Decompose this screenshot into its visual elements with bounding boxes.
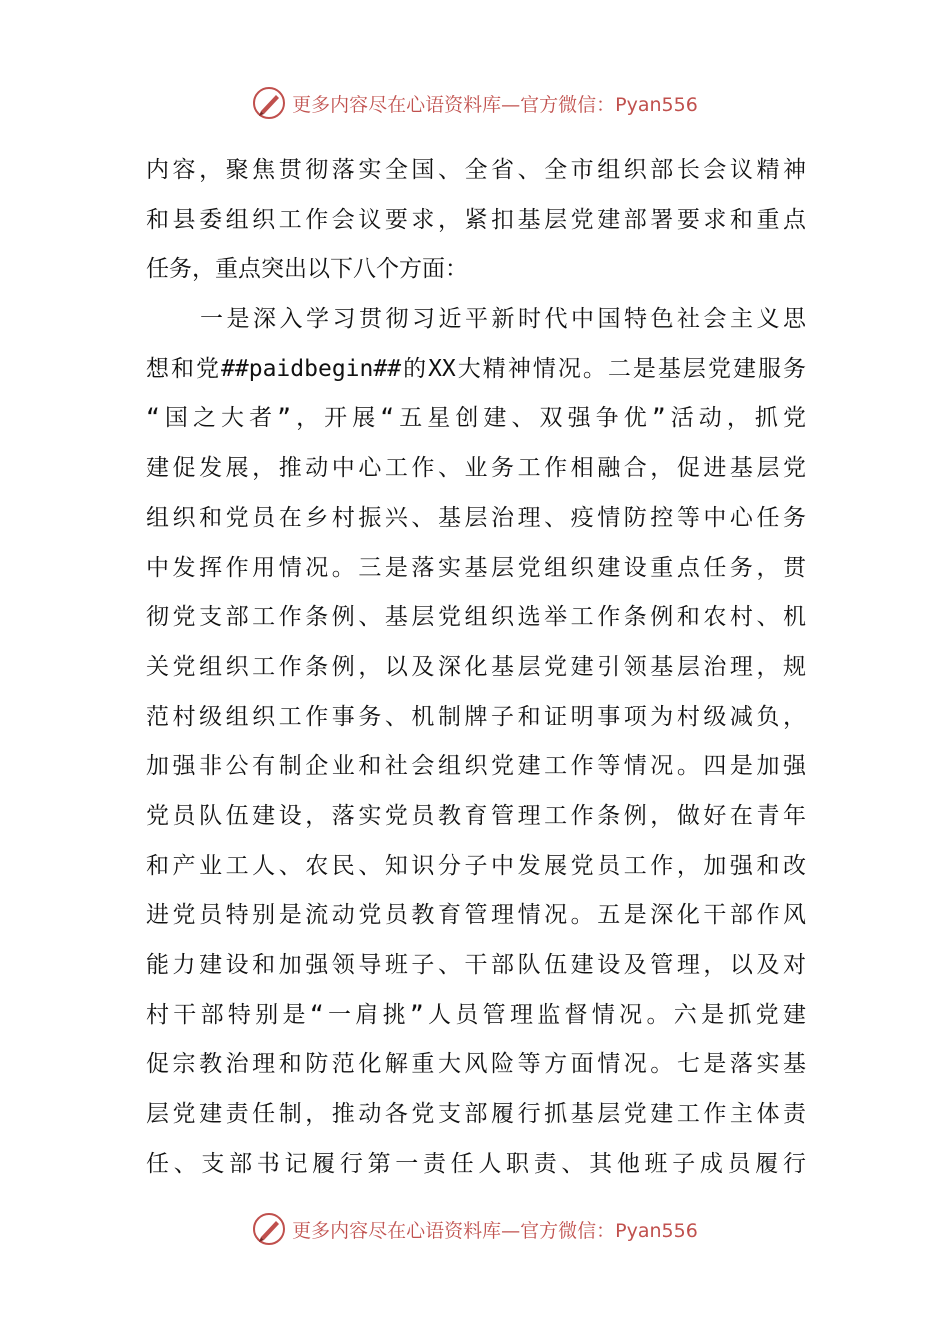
- text-line: 建促发展，推动中心工作、业务工作相融合，促进基层党: [146, 455, 806, 482]
- text-line: 想和党##paidbegin##的XX大精神情况。二是基层党建服务: [146, 355, 806, 382]
- footer-banner: [0, 1209, 950, 1249]
- text-line: 任务，重点突出以下八个方面：: [146, 256, 468, 283]
- text-line: “国之大者”，开展“五星创建、双强争优”活动，抓党: [146, 405, 806, 432]
- text-line: 和产业工人、农民、知识分子中发展党员工作，加强和改: [146, 852, 806, 879]
- text-line: 和县委组织工作会议要求，紧扣基层党建部署要求和重点: [146, 206, 806, 233]
- text-line: 任、支部书记履行第一责任人职责、其他班子成员履行: [146, 1150, 806, 1177]
- document-body: [146, 146, 806, 1189]
- text-line: 内容，聚焦贯彻落实全国、全省、全市组织部长会议精神: [146, 157, 806, 183]
- text-line: 中发挥作用情况。三是落实基层党组织建设重点任务，贯: [146, 554, 806, 581]
- header-banner: [0, 83, 950, 123]
- pen-logo-icon: [252, 1212, 286, 1246]
- banner-text: 更多内容尽在心语资料库—: [292, 1219, 521, 1242]
- text-line: 组织和党员在乡村振兴、基层治理、疫情防控等中心任务: [146, 504, 806, 531]
- text-line: 能力建设和加强领导班子、干部队伍建设及管理，以及对: [146, 952, 806, 978]
- text-line: 促宗教治理和防范化解重大风险等方面情况。七是落实基: [146, 1051, 806, 1078]
- banner-text: 更多内容尽在心语资料库—: [292, 93, 521, 116]
- text-line: 关党组织工作条例，以及深化基层党建引领基层治理，规: [146, 653, 806, 680]
- text-line: 党员队伍建设，落实党员教育管理工作条例，做好在青年: [146, 802, 806, 829]
- pen-logo-icon: [252, 86, 286, 120]
- text-line: 加强非公有制企业和社会组织党建工作等情况。四是加强: [146, 753, 806, 780]
- text-line: 层党建责任制，推动各党支部履行抓基层党建工作主体责: [146, 1101, 806, 1128]
- text-line: 范村级组织工作事务、机制牌子和证明事项为村级减负，: [146, 703, 806, 730]
- text-line: 彻党支部工作条例、基层党组织选举工作条例和农村、机: [146, 604, 806, 631]
- banner-wechat: 官方微信：Pyan556: [520, 93, 698, 116]
- text-line: 村干部特别是“一肩挑”人员管理监督情况。六是抓党建: [146, 1001, 806, 1028]
- text-line: 进党员特别是流动党员教育管理情况。五是深化干部作风: [146, 902, 806, 929]
- text-line: 一是深入学习贯彻习近平新时代中国特色社会主义思: [200, 306, 806, 333]
- banner-wechat: 官方微信：Pyan556: [520, 1219, 698, 1242]
